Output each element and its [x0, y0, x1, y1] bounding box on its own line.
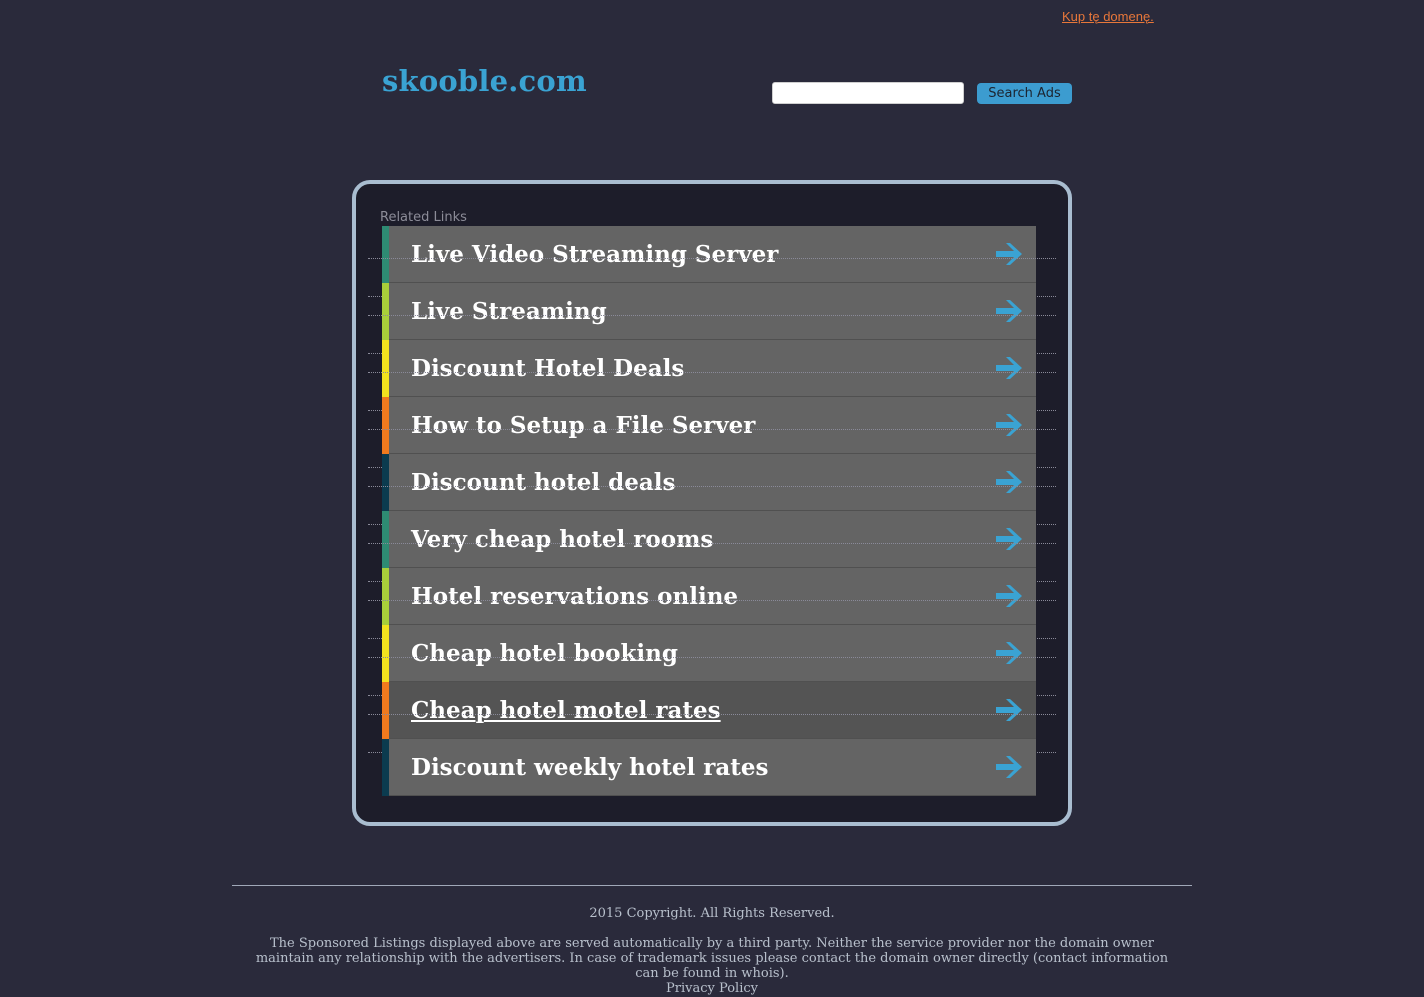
row-color-stripe [382, 625, 389, 682]
footer-divider [232, 885, 1192, 886]
search-ads-button[interactable]: Search Ads [977, 83, 1072, 104]
related-link-body[interactable] [389, 568, 1036, 625]
row-color-stripe [382, 340, 389, 397]
related-link-label[interactable]: Discount weekly hotel rates [411, 753, 769, 781]
dotted-separator [368, 714, 1056, 715]
row-color-stripe [382, 739, 389, 796]
dotted-separator [368, 372, 1056, 373]
related-link-body[interactable] [389, 739, 1036, 796]
copyright-text: 2015 Copyright. All Rights Reserved. [589, 906, 835, 921]
related-link-row[interactable] [382, 739, 1036, 796]
arrow-right-icon[interactable] [994, 240, 1026, 268]
related-link-body[interactable] [389, 511, 1036, 568]
related-link-label[interactable]: Live Video Streaming Server [411, 240, 779, 268]
dotted-separator [368, 600, 1056, 601]
row-color-stripe [382, 283, 389, 340]
related-link-label[interactable]: Cheap hotel motel rates [411, 696, 721, 724]
related-link-body[interactable] [389, 454, 1036, 511]
arrow-right-icon[interactable] [994, 468, 1026, 496]
related-link-label[interactable]: How to Setup a File Server [411, 411, 756, 439]
arrow-right-icon[interactable] [994, 582, 1026, 610]
site-title: skooble.com [382, 64, 587, 98]
related-link-row[interactable] [382, 397, 1036, 454]
dotted-separator [368, 315, 1056, 316]
dotted-separator [368, 657, 1056, 658]
related-link-label[interactable]: Hotel reservations online [411, 582, 739, 610]
related-link-row[interactable] [382, 568, 1036, 625]
related-link-body[interactable] [389, 283, 1036, 340]
row-color-stripe [382, 682, 389, 739]
buy-domain-link[interactable]: Kup tę domenę. [1062, 9, 1154, 24]
related-link-label[interactable]: Discount hotel deals [411, 468, 676, 496]
related-link-row[interactable] [382, 226, 1036, 283]
arrow-right-icon[interactable] [994, 696, 1026, 724]
related-link-label[interactable]: Live Streaming [411, 297, 607, 325]
row-color-stripe [382, 226, 389, 283]
related-link-body[interactable] [389, 226, 1036, 283]
related-link-row[interactable] [382, 682, 1036, 739]
dotted-separator [368, 429, 1056, 430]
arrow-right-icon[interactable] [994, 525, 1026, 553]
privacy-policy-link[interactable]: Privacy Policy [666, 981, 758, 996]
related-link-row[interactable] [382, 454, 1036, 511]
related-link-label[interactable]: Very cheap hotel rooms [411, 525, 714, 553]
arrow-right-icon[interactable] [994, 297, 1026, 325]
related-link-row[interactable] [382, 625, 1036, 682]
related-links-list [382, 226, 1036, 796]
related-links-heading: Related Links [380, 210, 467, 225]
related-link-body[interactable] [389, 397, 1036, 454]
arrow-right-icon[interactable] [994, 639, 1026, 667]
related-link-row[interactable] [382, 340, 1036, 397]
related-links-panel [352, 180, 1072, 826]
row-color-stripe [382, 454, 389, 511]
related-link-row[interactable] [382, 283, 1036, 340]
search-input[interactable] [772, 82, 964, 104]
row-color-stripe [382, 511, 389, 568]
disclaimer-text: The Sponsored Listings displayed above are served automatically by a third party. Neither the service provider nor the domain owner maintain any relationship with the advertisers. In case of trademark issues please contact the domain owner directly (contact information can be found in whois). [255, 936, 1169, 981]
dotted-separator [368, 543, 1056, 544]
row-color-stripe [382, 568, 389, 625]
related-link-body[interactable] [389, 340, 1036, 397]
related-link-body[interactable] [389, 682, 1036, 739]
related-link-label[interactable]: Discount Hotel Deals [411, 354, 685, 382]
related-link-body[interactable] [389, 625, 1036, 682]
related-link-label[interactable]: Cheap hotel booking [411, 639, 678, 667]
dotted-separator [368, 258, 1056, 259]
arrow-right-icon[interactable] [994, 753, 1026, 781]
related-link-row[interactable] [382, 511, 1036, 568]
arrow-right-icon[interactable] [994, 411, 1026, 439]
row-color-stripe [382, 397, 389, 454]
arrow-right-icon[interactable] [994, 354, 1026, 382]
dotted-separator [368, 486, 1056, 487]
